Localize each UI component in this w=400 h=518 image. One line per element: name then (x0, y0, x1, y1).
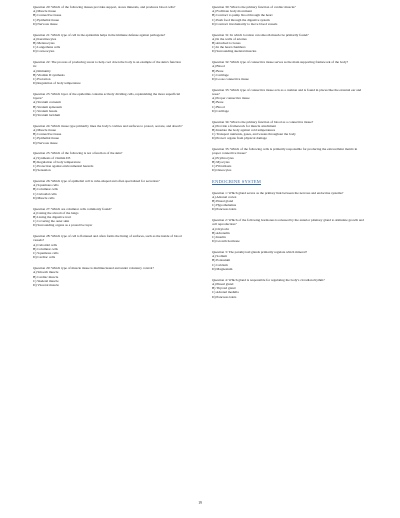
answer-option: B) Connective tissue (33, 13, 62, 18)
answer-option: A) Sodium (212, 254, 227, 259)
answer-option: B) Melanocytes (33, 41, 55, 46)
answer-option: A) Pineal gland (212, 281, 234, 286)
answer-option: B) Connective tissue (33, 132, 62, 137)
answer-option: A) In the walls of arteries (212, 36, 247, 41)
answer-option: A) Blood (212, 64, 225, 69)
answer-option: D) Sensation (33, 168, 51, 173)
answer-option: B) Myocytes (212, 159, 230, 164)
question-stem: Question 23: Which layer of the epidermis contains actively dividing cells, replenishing the more superficial layers? (33, 92, 181, 101)
answer-option: D) Osteocytes (212, 168, 232, 173)
question-stem: Question 1: Which gland serves as the primary link between the nervous and endocrine systems? (212, 190, 344, 195)
question-block (212, 120, 364, 141)
answer-option: C) Protection against environmental hazards (33, 164, 94, 169)
question-stem: Question 32: Which type of connective tissue serves as the main supporting framework of the body? (212, 60, 349, 65)
answer-option: C) Cuboidal cells (33, 191, 57, 196)
answer-option: A) Lining the alveoli of the lungs (33, 210, 79, 215)
answer-option: D) Pancreas islets (212, 294, 237, 299)
answer-option: D) Corneocytes (33, 49, 55, 54)
answer-option: D) Nervous tissue (33, 140, 58, 145)
answer-option: C) Langerhans cells (33, 45, 61, 50)
question-block (33, 124, 183, 145)
answer-option: B) Adrenalin (212, 230, 230, 235)
answer-option: D) Visceral muscle (33, 282, 59, 287)
question-block (33, 207, 183, 228)
answer-option: D) Regulation of body temperature (33, 81, 81, 86)
answer-option: D) Loose connective tissue (212, 77, 249, 82)
answer-option: D) Magnesium (212, 266, 233, 271)
answer-option: A) Squamous cells (33, 183, 59, 188)
answer-option: D) Contract involuntarily to move blood vessels (212, 21, 278, 26)
question-block (212, 250, 364, 271)
answer-option: C) Stratum basale (33, 108, 58, 113)
answer-option: C) Fibroblasts (212, 164, 232, 169)
answer-option: C) Hypothalamus (212, 203, 237, 208)
answer-option: D) Nervous tissue (33, 21, 58, 26)
section-heading: ENDOCRINE SYSTEM (212, 179, 262, 185)
question-stem: Question 35: Which of the following cells is primarily responsible for producing the extracellular matrix in proper connective tissue? (212, 147, 358, 156)
answer-option: D) Cardiac cells (33, 255, 56, 260)
answer-option: A) Proper connective tissue (212, 96, 250, 101)
answer-option: C) Cartilage (212, 72, 229, 77)
answer-option: D) Growth hormone (212, 239, 240, 244)
answer-option: B) Pineal gland (212, 199, 234, 204)
answer-option: A) Facilitate body movement (212, 9, 252, 14)
left-column (33, 5, 183, 294)
question-block (212, 191, 364, 212)
answer-option: D) Surrounding organs as a protective layer (33, 223, 93, 228)
answer-option: A) Immunity (33, 68, 51, 73)
question-stem: Question 33: Which type of connective tissue acts as a cushion and is found in places like the external ear and nose? (212, 87, 362, 97)
answer-option: C) Squamous cells (33, 251, 59, 256)
question-stem: Question 28: Which type of cell is flattened and often forms the lining of surfaces, such as the inside of blood vessels? (33, 234, 182, 243)
question-stem: Question 30: What is the primary function of cardiac muscle? (212, 5, 296, 9)
answer-option: C) Epithelial tissue (33, 17, 59, 22)
question-block (212, 218, 364, 243)
answer-option: B) Cardiac muscle (33, 274, 59, 279)
answer-option: B) Columnar cells (33, 246, 58, 251)
answer-option: A) Muscle tissue (33, 128, 56, 133)
right-column (212, 5, 364, 305)
question-stem: Question 34: What is the primary function of blood as a connective tissue? (212, 119, 314, 124)
answer-option: B) Bone (212, 68, 224, 73)
answer-option: B) Bone (212, 100, 224, 105)
question-stem: Question 3: The parathyroid glands primarily regulate which mineral? (212, 250, 308, 255)
question-stem: Question 29: Which type of muscle tissue is multinucleated and under voluntary control? (33, 266, 154, 271)
question-stem: Question 31: In which location can smooth muscle be primarily found? (212, 32, 309, 37)
question-stem: Question 4: Which gland is responsible for regulating the body's circadian rhythm? (212, 277, 325, 282)
question-block (33, 266, 183, 287)
answer-option: D) Stratum lucidum (33, 113, 61, 118)
answer-option: A) Adrenal cortex (212, 194, 237, 199)
answer-option: A) Oxytocin (212, 226, 230, 231)
question-block (33, 151, 183, 172)
question-stem: Question 21: Which type of cell in the epidermis helps in the immune defense against pathogens? (33, 32, 166, 37)
answer-option: C) Excretion (33, 77, 51, 82)
question-stem: Question 27: Which are columnar cells commonly found? (33, 206, 112, 211)
question-block (212, 60, 364, 81)
answer-option: B) Lining the digestive tract (33, 215, 72, 220)
answer-option: B) Columnar cells (33, 187, 58, 192)
answer-option: B) Thyroid gland (212, 286, 236, 291)
answer-option: C) In the heart chambers (212, 45, 246, 50)
answer-option: D) Cartilage (212, 108, 229, 113)
page-number: 19 (198, 501, 202, 505)
answer-option: A) Keratinocytes (33, 36, 57, 41)
question-block (33, 60, 183, 85)
question-stem: Question 20: Which of the following tissues provides support, stores minerals, and produces blood cells? (33, 5, 176, 9)
question-block (212, 33, 364, 54)
question-block (33, 234, 183, 259)
answer-option: B) Attached to bones (212, 41, 241, 46)
question-block (33, 92, 183, 117)
answer-option: A) Cuboidal cells (33, 242, 57, 247)
answer-option: B) Insulate the body against cold temperatures (212, 128, 276, 133)
answer-option: A) Stratum corneum (33, 100, 61, 105)
question-block (33, 179, 183, 200)
answer-option: B) Vitamin D synthesis (33, 72, 65, 77)
answer-option: C) Calcium (212, 262, 228, 267)
question-stem: Question 24: Which tissue type primarily lines the body's cavities and surfaces to protect, secrete, and absorb? (33, 123, 183, 128)
question-block (212, 88, 364, 113)
question-stem: Question 26: Which type of epithelial cell is cube-shaped and often specialized for secretion? (33, 179, 160, 184)
answer-option: C) Adrenal medulla (212, 290, 239, 295)
question-block (212, 278, 364, 299)
answer-option: B) Potassium (212, 258, 231, 263)
answer-option: B) Contract to pump blood through the heart (212, 13, 273, 18)
question-block (33, 33, 183, 54)
answer-option: C) Push food through the digestive system (212, 17, 270, 22)
question-block (212, 147, 364, 172)
question-stem: Question 2: Which of the following hormones is released by the anterior pituitary gland to stimulate growth and cell reproduction? (212, 218, 364, 227)
question-stem: Question 22: The process of producing sweat to help cool down the body is an example of the skin's function in: (33, 60, 181, 69)
answer-option: C) Blood (212, 104, 225, 109)
answer-option: B) Stratum spinosum (33, 104, 62, 109)
answer-option: D) Surrounding skeletal muscles (212, 49, 257, 54)
answer-option: A) Muscle tissue (33, 9, 56, 14)
question-stem: Question 25: Which of the following is not a function of the skin? (33, 151, 123, 156)
answer-option: D) Pancreas islets (212, 207, 237, 212)
answer-option: A) Smooth muscle (33, 270, 59, 275)
answer-option: B) Regulation of body temperature (33, 159, 81, 164)
answer-option: A) Erythrocytes (212, 155, 234, 160)
answer-option: C) Epithelial tissue (33, 136, 59, 141)
answer-option: C) Insulin (212, 235, 226, 240)
question-block (33, 5, 183, 26)
question-block (212, 5, 364, 26)
answer-option: C) Transport nutrients, gases, and wastes throughout the body (212, 132, 296, 137)
answer-option: C) Skeletal muscle (33, 278, 59, 283)
answer-option: D) Muscle cells (33, 195, 55, 200)
answer-option: A) Provide a framework for muscle attachment (212, 123, 277, 128)
answer-option: A) Synthesis of vitamin D3 (33, 155, 71, 160)
answer-option: C) Covering the outer skin (33, 219, 70, 224)
answer-option: D) Protect organs from physical damage (212, 136, 267, 141)
